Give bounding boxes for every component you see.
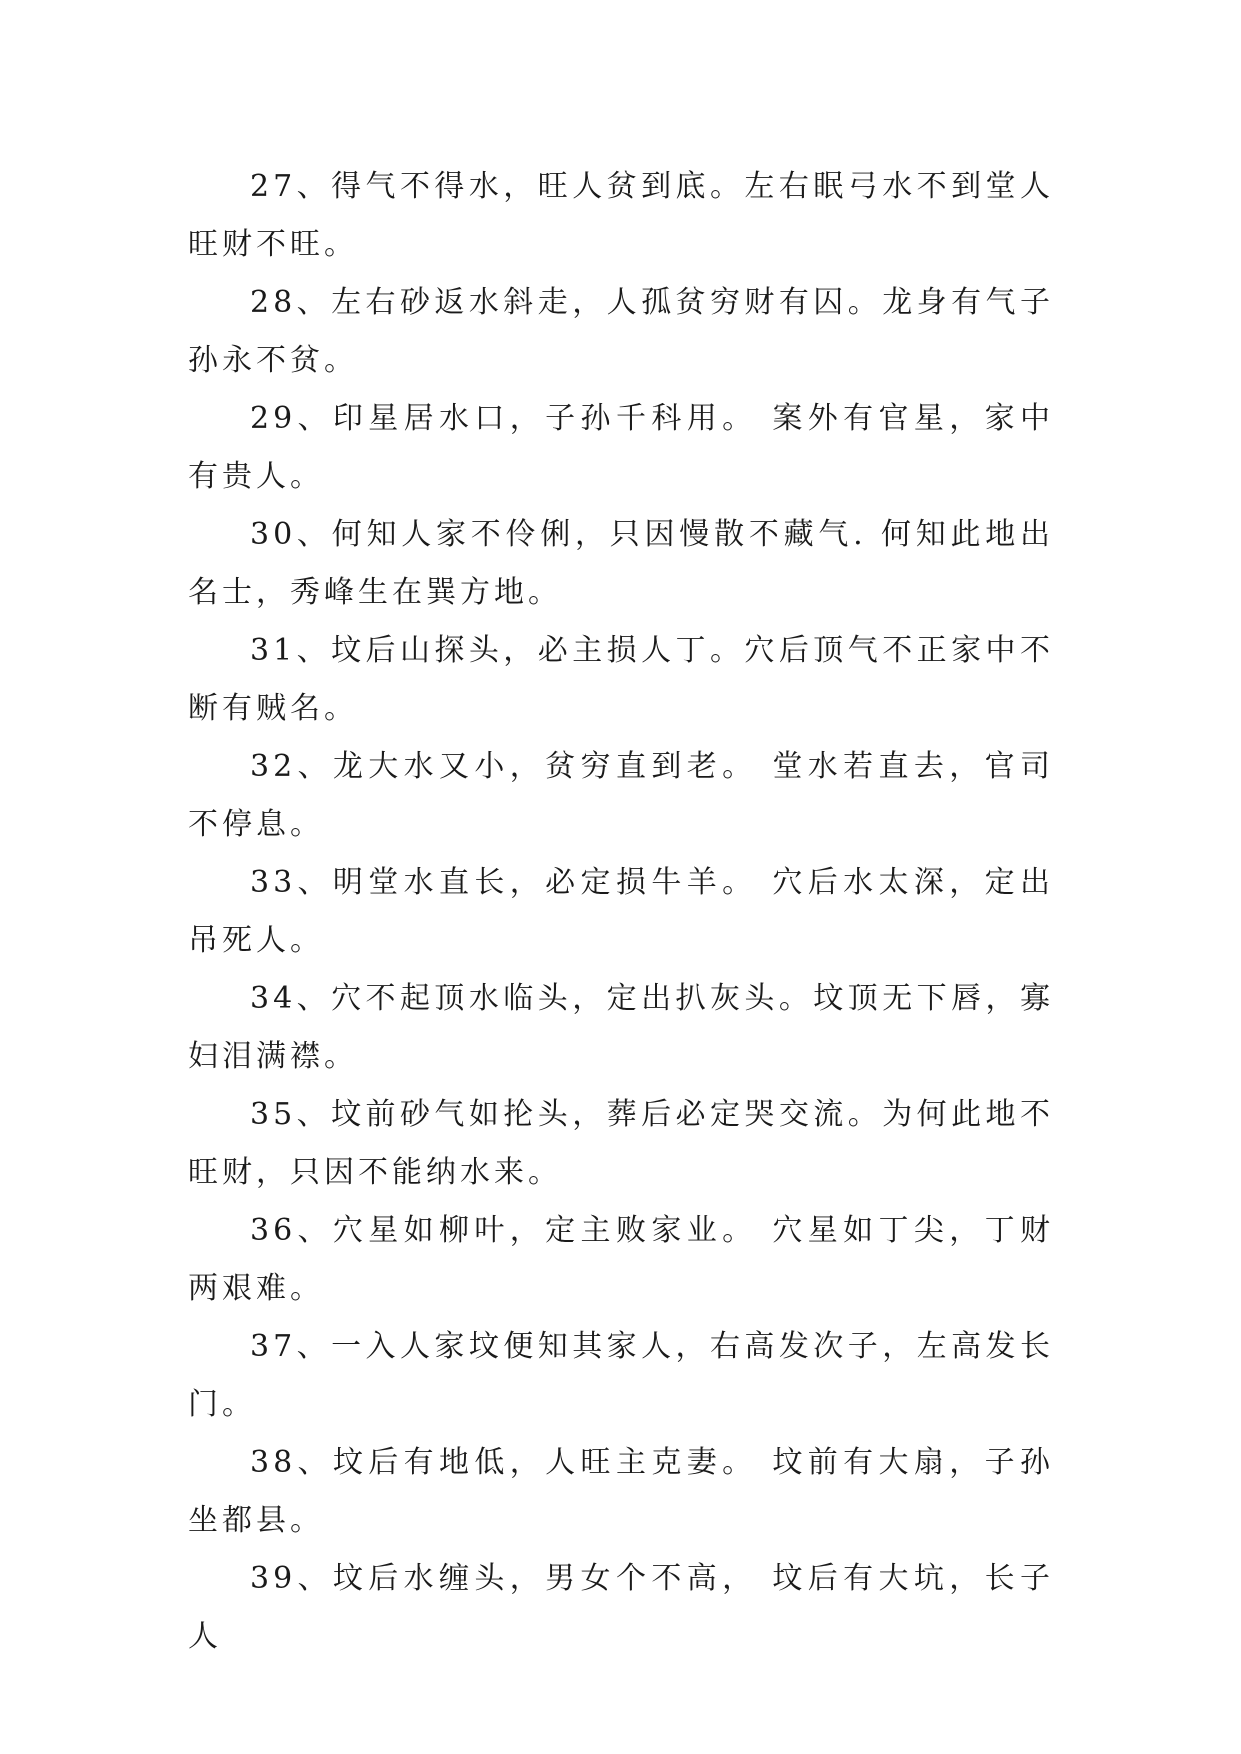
paragraph-34: 34、穴不起顶水临头，定出扒灰头。坟顶无下唇，寡妇泪满襟。	[188, 981, 1054, 1074]
paragraph-32: 32、龙大水又小，贫穷直到老。 堂水若直去，官司不停息。	[188, 749, 1054, 842]
paragraph-28: 28、左右砂返水斜走，人孤贫穷财有囚。龙身有气子孙永不贫。	[188, 285, 1054, 378]
paragraph-30: 30、何知人家不伶俐，只因慢散不藏气. 何知此地出名士，秀峰生在巽方地。	[188, 517, 1054, 610]
paragraph-27: 27、得气不得水，旺人贫到底。左右眠弓水不到堂人旺财不旺。	[188, 169, 1054, 262]
paragraph-37: 37、一入人家坟便知其家人，右高发次子，左高发长门。	[188, 1329, 1054, 1422]
document-body	[188, 158, 1054, 1666]
paragraph-29: 29、印星居水口，子孙千科用。 案外有官星，家中有贵人。	[188, 401, 1054, 494]
paragraph-33: 33、明堂水直长，必定损牛羊。 穴后水太深，定出吊死人。	[188, 865, 1054, 958]
paragraph-31: 31、坟后山探头，必主损人丁。穴后顶气不正家中不断有贼名。	[188, 633, 1054, 726]
paragraph-36: 36、穴星如柳叶，定主败家业。 穴星如丁尖，丁财两艰难。	[188, 1213, 1054, 1306]
paragraph-38: 38、坟后有地低，人旺主克妻。 坟前有大扇，子孙坐都县。	[188, 1445, 1054, 1538]
paragraph-39: 39、坟后水缠头，男女个不高， 坟后有大坑，长子人	[188, 1561, 1054, 1654]
paragraph-35: 35、坟前砂气如抡头，葬后必定哭交流。为何此地不旺财，只因不能纳水来。	[188, 1097, 1054, 1190]
